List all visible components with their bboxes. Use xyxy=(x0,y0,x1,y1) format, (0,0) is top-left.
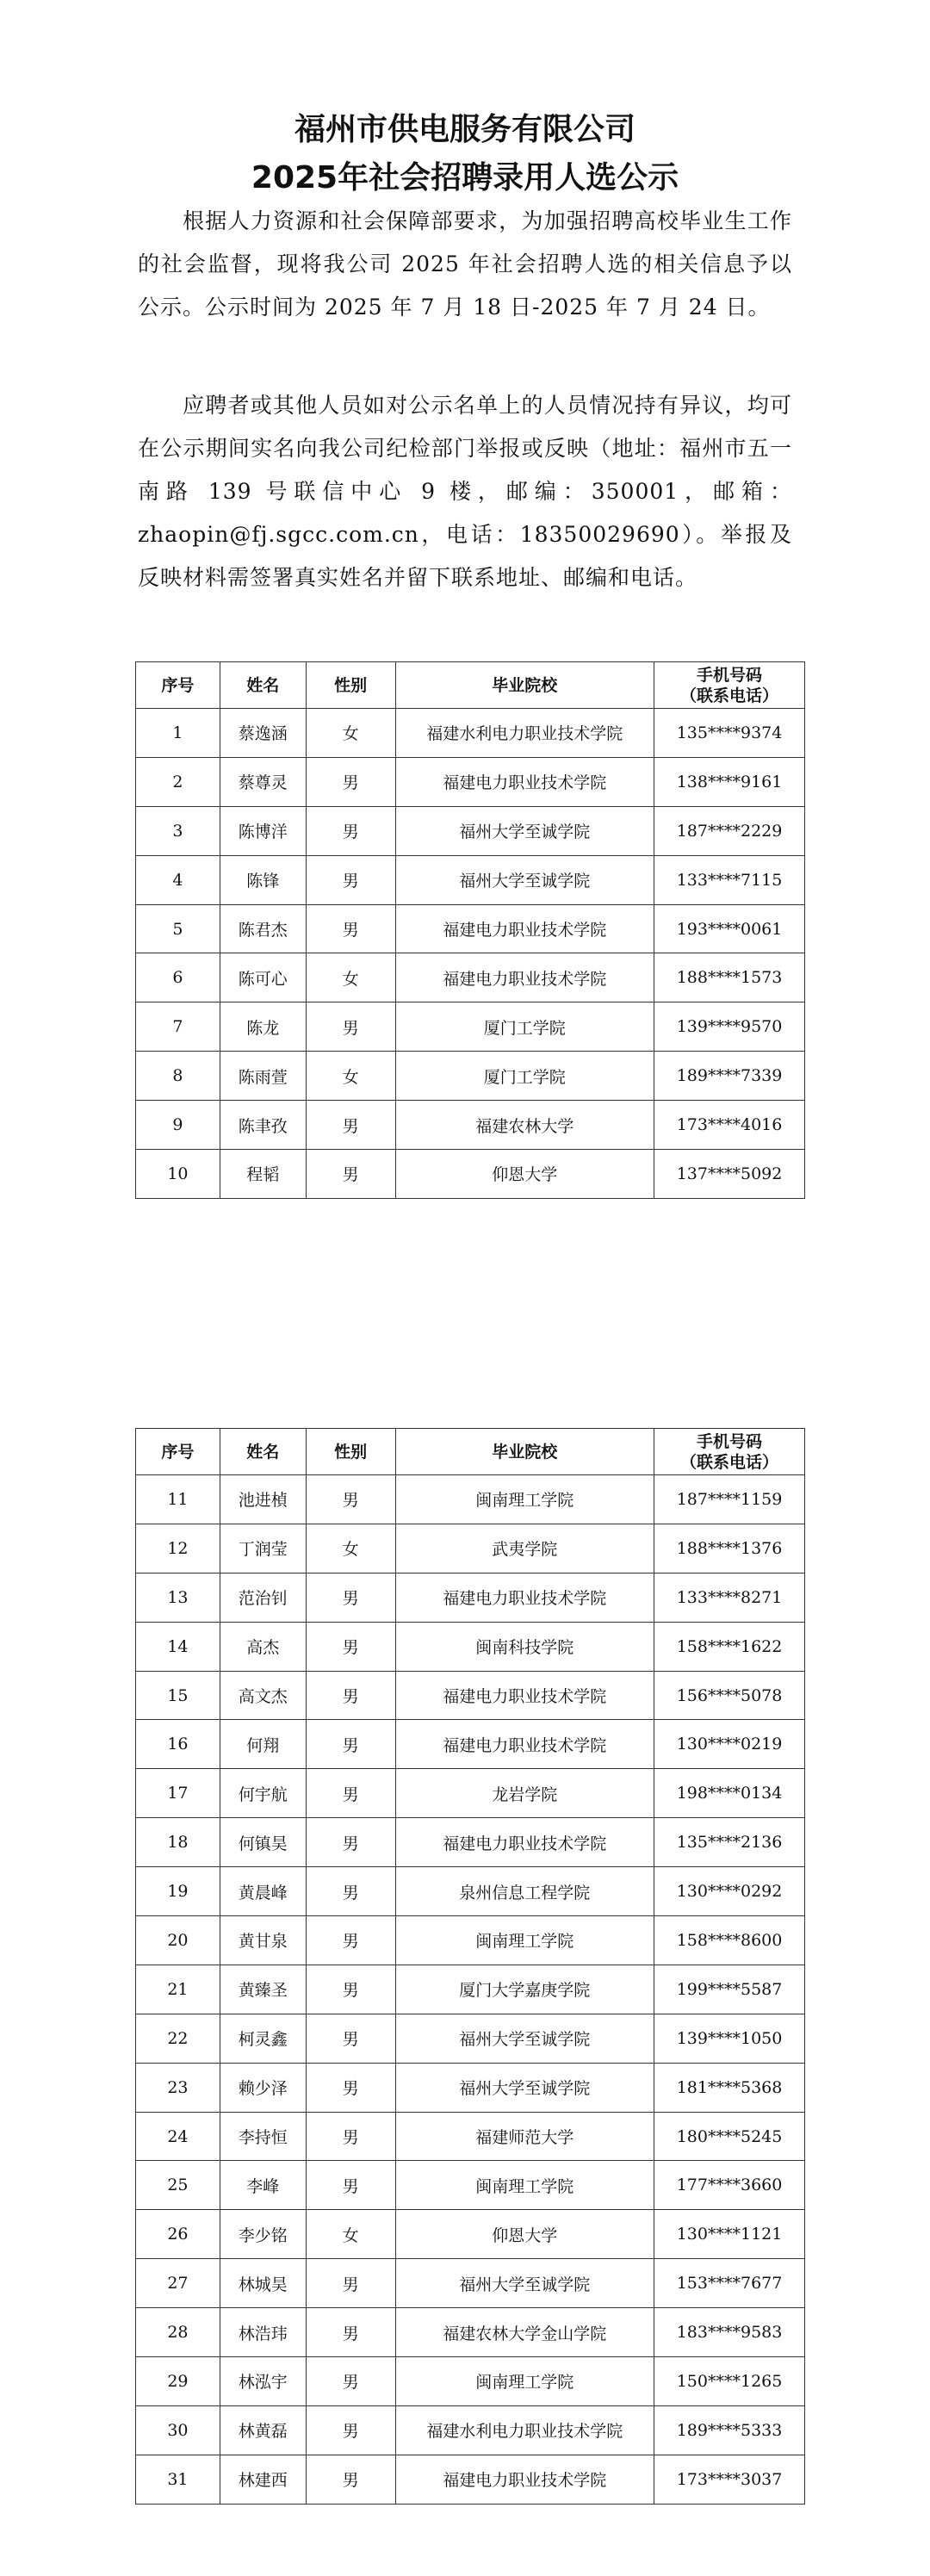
cell-name: 黄甘泉 xyxy=(220,1916,306,1965)
cell-phone: 173****3037 xyxy=(654,2455,805,2504)
table-row xyxy=(136,709,805,758)
cell-phone: 189****5333 xyxy=(654,2405,805,2455)
cell-school: 福建电力职业技术学院 xyxy=(395,757,654,806)
cell-name: 程韬 xyxy=(220,1150,306,1199)
cell-phone: 173****4016 xyxy=(654,1101,805,1150)
cell-gender: 男 xyxy=(306,2259,395,2308)
cell-name: 赖少泽 xyxy=(220,2063,306,2112)
table-row xyxy=(136,1965,805,2014)
cell-phone: 188****1376 xyxy=(654,1524,805,1573)
cell-school: 龙岩学院 xyxy=(395,1769,654,1818)
table-row xyxy=(136,953,805,1002)
table-row xyxy=(136,2455,805,2504)
cell-gender: 男 xyxy=(306,1965,395,2014)
cell-phone: 189****7339 xyxy=(654,1052,805,1101)
cell-gender: 男 xyxy=(306,1475,395,1524)
cell-name: 林浩玮 xyxy=(220,2308,306,2357)
header-gender: 性别 xyxy=(306,662,395,709)
table-row xyxy=(136,1818,805,1867)
table-row xyxy=(136,2063,805,2112)
cell-gender: 女 xyxy=(306,709,395,758)
cell-name: 李持恒 xyxy=(220,2112,306,2161)
cell-no: 26 xyxy=(136,2210,220,2259)
cell-school: 闽南理工学院 xyxy=(395,2161,654,2210)
header-no: 序号 xyxy=(136,1429,220,1475)
cell-phone: 158****1622 xyxy=(654,1622,805,1671)
cell-phone: 135****2136 xyxy=(654,1818,805,1867)
cell-school: 福州大学至诚学院 xyxy=(395,855,654,904)
cell-no: 22 xyxy=(136,2014,220,2063)
cell-no: 21 xyxy=(136,1965,220,2014)
cell-gender: 男 xyxy=(306,1101,395,1150)
cell-name: 李峰 xyxy=(220,2161,306,2210)
cell-phone: 188****1573 xyxy=(654,953,805,1002)
cell-name: 李少铭 xyxy=(220,2210,306,2259)
cell-school: 福建电力职业技术学院 xyxy=(395,1720,654,1769)
cell-no: 30 xyxy=(136,2405,220,2455)
cell-school: 福建电力职业技术学院 xyxy=(395,953,654,1002)
cell-no: 31 xyxy=(136,2455,220,2504)
cell-no: 11 xyxy=(136,1475,220,1524)
cell-gender: 男 xyxy=(306,806,395,855)
table-row xyxy=(136,2405,805,2455)
cell-school: 福建农林大学金山学院 xyxy=(395,2308,654,2357)
cell-phone: 183****9583 xyxy=(654,2308,805,2357)
cell-school: 福建水利电力职业技术学院 xyxy=(395,709,654,758)
cell-no: 13 xyxy=(136,1573,220,1622)
cell-no: 9 xyxy=(136,1101,220,1150)
header-no: 序号 xyxy=(136,662,220,709)
cell-no: 18 xyxy=(136,1818,220,1867)
cell-gender: 男 xyxy=(306,1002,395,1052)
cell-no: 8 xyxy=(136,1052,220,1101)
cell-phone: 137****5092 xyxy=(654,1150,805,1199)
table-row xyxy=(136,1573,805,1622)
cell-name: 林城昊 xyxy=(220,2259,306,2308)
cell-gender: 男 xyxy=(306,1150,395,1199)
table-row xyxy=(136,2161,805,2210)
table-header-row xyxy=(136,1429,805,1475)
table-row xyxy=(136,1101,805,1150)
cell-phone: 139****1050 xyxy=(654,2014,805,2063)
cell-gender: 女 xyxy=(306,953,395,1002)
cell-no: 15 xyxy=(136,1671,220,1720)
cell-gender: 男 xyxy=(306,2063,395,2112)
table-body xyxy=(136,709,805,1199)
cell-phone: 199****5587 xyxy=(654,1965,805,2014)
cell-gender: 男 xyxy=(306,2161,395,2210)
cell-school: 福州大学至诚学院 xyxy=(395,806,654,855)
cell-gender: 男 xyxy=(306,1769,395,1818)
table-row xyxy=(136,855,805,904)
cell-name: 何宇航 xyxy=(220,1769,306,1818)
cell-phone: 187****1159 xyxy=(654,1475,805,1524)
cell-gender: 女 xyxy=(306,1052,395,1101)
cell-no: 7 xyxy=(136,1002,220,1052)
cell-no: 29 xyxy=(136,2357,220,2406)
cell-phone: 133****8271 xyxy=(654,1573,805,1622)
table-row xyxy=(136,1916,805,1965)
cell-gender: 男 xyxy=(306,1671,395,1720)
cell-gender: 女 xyxy=(306,1524,395,1573)
header-school: 毕业院校 xyxy=(395,1429,654,1475)
notice-paragraph-2: 应聘者或其他人员如对公示名单上的人员情况持有异议，均可在公示期间实名向我公司纪检部门举报或反映（地址：福州市五一南路 139 号联信中心 9 楼，邮编：350001，邮箱：zhaopin@fj.sgcc.com.cn，电话：18350029690）。举报及反映材料需签署真实姓名并留下联系地址、邮编和电话。 xyxy=(138,393,792,590)
cell-no: 6 xyxy=(136,953,220,1002)
candidate-table-page-2 xyxy=(135,1428,805,2505)
table-row xyxy=(136,1150,805,1199)
table-row xyxy=(136,1769,805,1818)
table-row xyxy=(136,2308,805,2357)
cell-no: 5 xyxy=(136,904,220,953)
cell-no: 28 xyxy=(136,2308,220,2357)
cell-phone: 135****9374 xyxy=(654,709,805,758)
cell-gender: 男 xyxy=(306,2455,395,2504)
cell-phone: 181****5368 xyxy=(654,2063,805,2112)
cell-name: 陈龙 xyxy=(220,1002,306,1052)
cell-school: 福建电力职业技术学院 xyxy=(395,1818,654,1867)
cell-phone: 187****2229 xyxy=(654,806,805,855)
table-row xyxy=(136,1475,805,1524)
cell-gender: 男 xyxy=(306,855,395,904)
cell-school: 福建电力职业技术学院 xyxy=(395,2455,654,2504)
cell-gender: 男 xyxy=(306,2308,395,2357)
cell-no: 3 xyxy=(136,806,220,855)
cell-school: 仰恩大学 xyxy=(395,1150,654,1199)
cell-phone: 139****9570 xyxy=(654,1002,805,1052)
cell-phone: 138****9161 xyxy=(654,757,805,806)
cell-school: 闽南理工学院 xyxy=(395,2357,654,2406)
candidate-table-page-1 xyxy=(135,661,805,1199)
table-row xyxy=(136,2112,805,2161)
cell-phone: 130****0219 xyxy=(654,1720,805,1769)
cell-school: 厦门大学嘉庚学院 xyxy=(395,1965,654,2014)
document-title-line1: 福州市供电服务有限公司 xyxy=(294,112,636,147)
header-phone xyxy=(654,662,805,709)
cell-no: 24 xyxy=(136,2112,220,2161)
cell-no: 20 xyxy=(136,1916,220,1965)
table-row xyxy=(136,2210,805,2259)
cell-gender: 男 xyxy=(306,1720,395,1769)
table-row xyxy=(136,904,805,953)
cell-no: 10 xyxy=(136,1150,220,1199)
header-name: 姓名 xyxy=(220,662,306,709)
header-phone-line1: 手机号码 xyxy=(697,1431,763,1451)
cell-school: 厦门工学院 xyxy=(395,1002,654,1052)
cell-name: 池进楨 xyxy=(220,1475,306,1524)
cell-gender: 男 xyxy=(306,1867,395,1916)
cell-name: 何翔 xyxy=(220,1720,306,1769)
cell-phone: 130****0292 xyxy=(654,1867,805,1916)
table-row xyxy=(136,2259,805,2308)
table-row xyxy=(136,1002,805,1052)
cell-name: 柯灵鑫 xyxy=(220,2014,306,2063)
header-phone-line1: 手机号码 xyxy=(697,665,763,685)
cell-gender: 男 xyxy=(306,2405,395,2455)
cell-name: 陈君杰 xyxy=(220,904,306,953)
cell-phone: 180****5245 xyxy=(654,2112,805,2161)
cell-no: 17 xyxy=(136,1769,220,1818)
table-row xyxy=(136,1867,805,1916)
cell-phone: 150****1265 xyxy=(654,2357,805,2406)
cell-school: 闽南理工学院 xyxy=(395,1916,654,1965)
table-row xyxy=(136,1524,805,1573)
cell-no: 19 xyxy=(136,1867,220,1916)
cell-phone: 198****0134 xyxy=(654,1769,805,1818)
cell-school: 福州大学至诚学院 xyxy=(395,2014,654,2063)
cell-name: 黄晨峰 xyxy=(220,1867,306,1916)
cell-school: 厦门工学院 xyxy=(395,1052,654,1101)
notice-paragraph-1: 根据人力资源和社会保障部要求，为加强招聘高校毕业生工作的社会监督，现将我公司 2025 年社会招聘人选的相关信息予以公示。公示时间为 2025 年 7 月 18 日-2025 年 7 月 24 日。 xyxy=(138,208,792,320)
table-row xyxy=(136,757,805,806)
cell-gender: 男 xyxy=(306,1916,395,1965)
cell-school: 福州大学至诚学院 xyxy=(395,2063,654,2112)
cell-no: 4 xyxy=(136,855,220,904)
cell-phone: 153****7677 xyxy=(654,2259,805,2308)
cell-no: 2 xyxy=(136,757,220,806)
cell-name: 丁润莹 xyxy=(220,1524,306,1573)
cell-name: 蔡逸涵 xyxy=(220,709,306,758)
cell-no: 16 xyxy=(136,1720,220,1769)
header-name: 姓名 xyxy=(220,1429,306,1475)
cell-gender: 男 xyxy=(306,1573,395,1622)
cell-name: 黄臻圣 xyxy=(220,1965,306,2014)
cell-name: 何镇昊 xyxy=(220,1818,306,1867)
cell-phone: 193****0061 xyxy=(654,904,805,953)
cell-name: 林黄磊 xyxy=(220,2405,306,2455)
cell-phone: 133****7115 xyxy=(654,855,805,904)
cell-phone: 177****3660 xyxy=(654,2161,805,2210)
table-row xyxy=(136,1671,805,1720)
cell-school: 闽南科技学院 xyxy=(395,1622,654,1671)
cell-no: 23 xyxy=(136,2063,220,2112)
cell-no: 14 xyxy=(136,1622,220,1671)
cell-gender: 男 xyxy=(306,2357,395,2406)
cell-school: 闽南理工学院 xyxy=(395,1475,654,1524)
cell-no: 1 xyxy=(136,709,220,758)
cell-name: 范治钊 xyxy=(220,1573,306,1622)
cell-name: 蔡尊灵 xyxy=(220,757,306,806)
cell-school: 福建电力职业技术学院 xyxy=(395,1573,654,1622)
cell-name: 陈聿孜 xyxy=(220,1101,306,1150)
cell-gender: 男 xyxy=(306,1622,395,1671)
cell-name: 林泓宇 xyxy=(220,2357,306,2406)
cell-name: 陈可心 xyxy=(220,953,306,1002)
cell-phone: 156****5078 xyxy=(654,1671,805,1720)
cell-gender: 男 xyxy=(306,904,395,953)
cell-name: 高杰 xyxy=(220,1622,306,1671)
cell-school: 福建师范大学 xyxy=(395,2112,654,2161)
cell-school: 福建电力职业技术学院 xyxy=(395,904,654,953)
cell-no: 25 xyxy=(136,2161,220,2210)
cell-gender: 男 xyxy=(306,757,395,806)
table-row xyxy=(136,1622,805,1671)
table-body xyxy=(136,1475,805,2505)
cell-name: 陈锋 xyxy=(220,855,306,904)
cell-school: 福建水利电力职业技术学院 xyxy=(395,2405,654,2455)
table-row xyxy=(136,2014,805,2063)
header-phone-line2: （联系电话） xyxy=(680,1452,779,1472)
document-title-line2: 2025年社会招聘录用人选公示 xyxy=(251,160,679,196)
header-phone-line2: （联系电话） xyxy=(680,686,779,705)
cell-gender: 男 xyxy=(306,1818,395,1867)
cell-no: 12 xyxy=(136,1524,220,1573)
cell-school: 仰恩大学 xyxy=(395,2210,654,2259)
cell-school: 福建电力职业技术学院 xyxy=(395,1671,654,1720)
cell-name: 林建西 xyxy=(220,2455,306,2504)
cell-school: 武夷学院 xyxy=(395,1524,654,1573)
table-row xyxy=(136,806,805,855)
cell-name: 高文杰 xyxy=(220,1671,306,1720)
header-phone xyxy=(654,1429,805,1475)
cell-no: 27 xyxy=(136,2259,220,2308)
cell-school: 泉州信息工程学院 xyxy=(395,1867,654,1916)
cell-phone: 130****1121 xyxy=(654,2210,805,2259)
cell-gender: 女 xyxy=(306,2210,395,2259)
table-row xyxy=(136,1052,805,1101)
cell-school: 福州大学至诚学院 xyxy=(395,2259,654,2308)
cell-name: 陈雨萱 xyxy=(220,1052,306,1101)
cell-school: 福建农林大学 xyxy=(395,1101,654,1150)
table-row xyxy=(136,2357,805,2406)
cell-phone: 158****8600 xyxy=(654,1916,805,1965)
table-header-row xyxy=(136,662,805,709)
header-school: 毕业院校 xyxy=(395,662,654,709)
cell-gender: 男 xyxy=(306,2112,395,2161)
header-gender: 性别 xyxy=(306,1429,395,1475)
cell-name: 陈博洋 xyxy=(220,806,306,855)
cell-gender: 男 xyxy=(306,2014,395,2063)
table-row xyxy=(136,1720,805,1769)
